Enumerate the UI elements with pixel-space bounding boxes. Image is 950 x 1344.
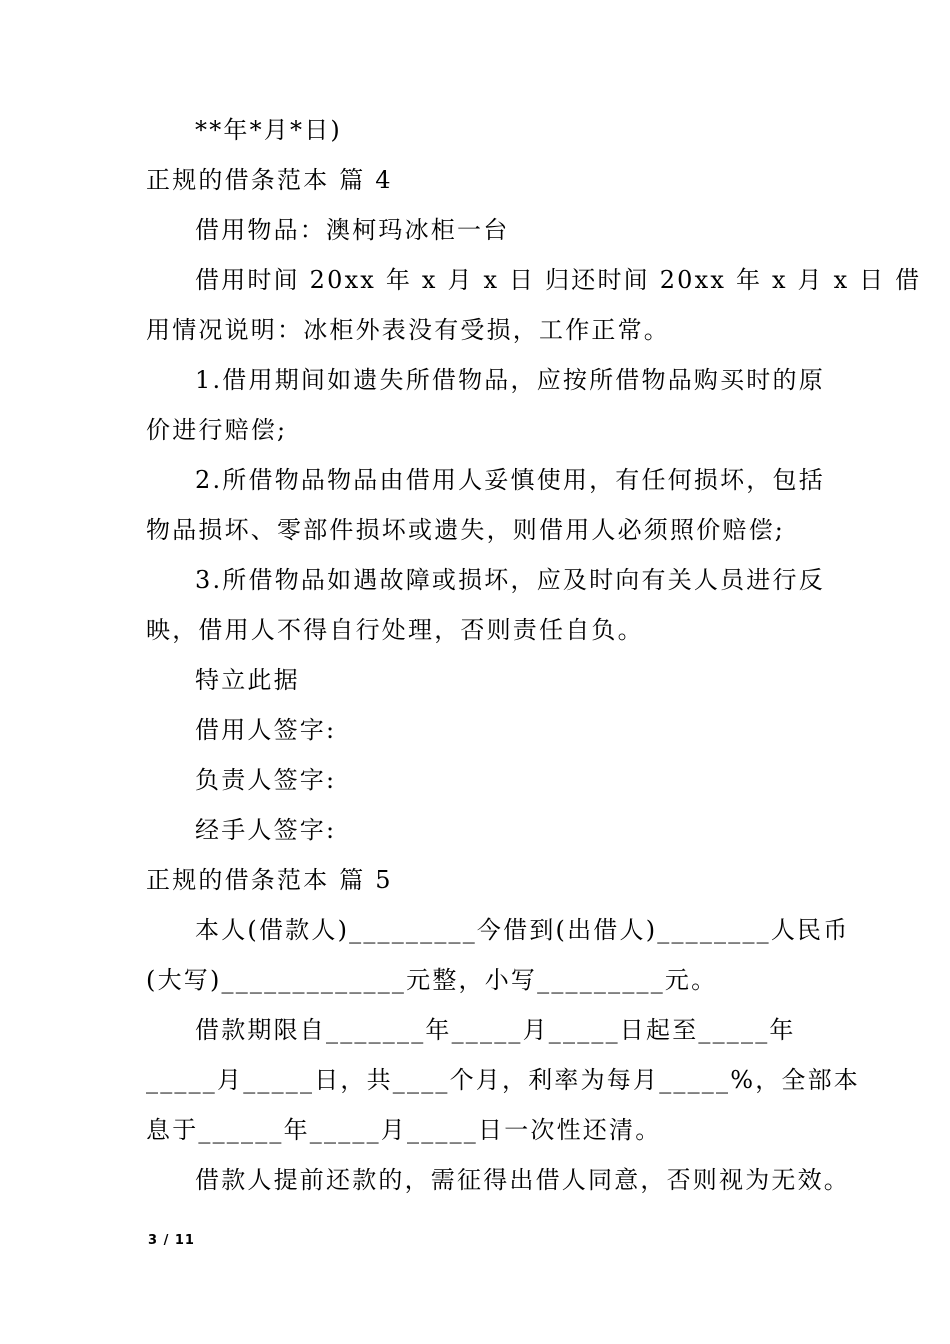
responsible-signature-label: 负责人签字: (195, 766, 337, 794)
clause-3-line-2: 映，借用人不得自行处理，否则责任自负。 (146, 616, 644, 644)
loan-parties-line: 本人(借款人)_________今借到(出借人)________人民币 (195, 916, 850, 944)
loan-term-line-2: _____月_____日，共____个月，利率为每月_____%，全部本 (146, 1066, 861, 1094)
section-heading-5: 正规的借条范本 篇 5 (146, 866, 393, 894)
early-repayment-line: 借款人提前还款的，需征得出借人同意，否则视为无效。 (195, 1166, 850, 1194)
clause-1-line-1: 1.借用期间如遗失所借物品，应按所借物品购买时的原 (195, 366, 825, 394)
loan-term-line-1: 借款期限自_______年_____月_____日起至_____年 (195, 1016, 796, 1044)
section-heading-4: 正规的借条范本 篇 4 (146, 166, 393, 194)
borrowed-item-line: 借用物品：澳柯玛冰柜一台 (195, 216, 510, 244)
declaration-line: 特立此据 (195, 666, 300, 694)
clause-2-line-2: 物品损坏、零部件损坏或遗失，则借用人必须照价赔偿; (146, 516, 786, 544)
borrower-signature-label: 借用人签字: (195, 716, 337, 744)
usage-description-line: 用情况说明：冰柜外表没有受损，工作正常。 (146, 316, 670, 344)
date-line: **年*月*日) (195, 116, 342, 144)
clause-3-line-1: 3.所借物品如遇故障或损坏，应及时向有关人员进行反 (195, 566, 825, 594)
handler-signature-label: 经手人签字: (195, 816, 337, 844)
page-number: 3 / 11 (148, 1233, 195, 1248)
borrow-time-line: 借用时间 20xx 年 x 月 x 日 归还时间 20xx 年 x 月 x 日 借 (195, 266, 922, 294)
clause-1-line-2: 价进行赔偿; (146, 416, 288, 444)
clause-2-line-1: 2.所借物品物品由借用人妥慎使用，有任何损坏，包括 (195, 466, 825, 494)
loan-amount-line: (大写)_____________元整，小写_________元。 (146, 966, 718, 994)
loan-term-line-3: 息于______年_____月_____日一次性还清。 (146, 1116, 662, 1144)
